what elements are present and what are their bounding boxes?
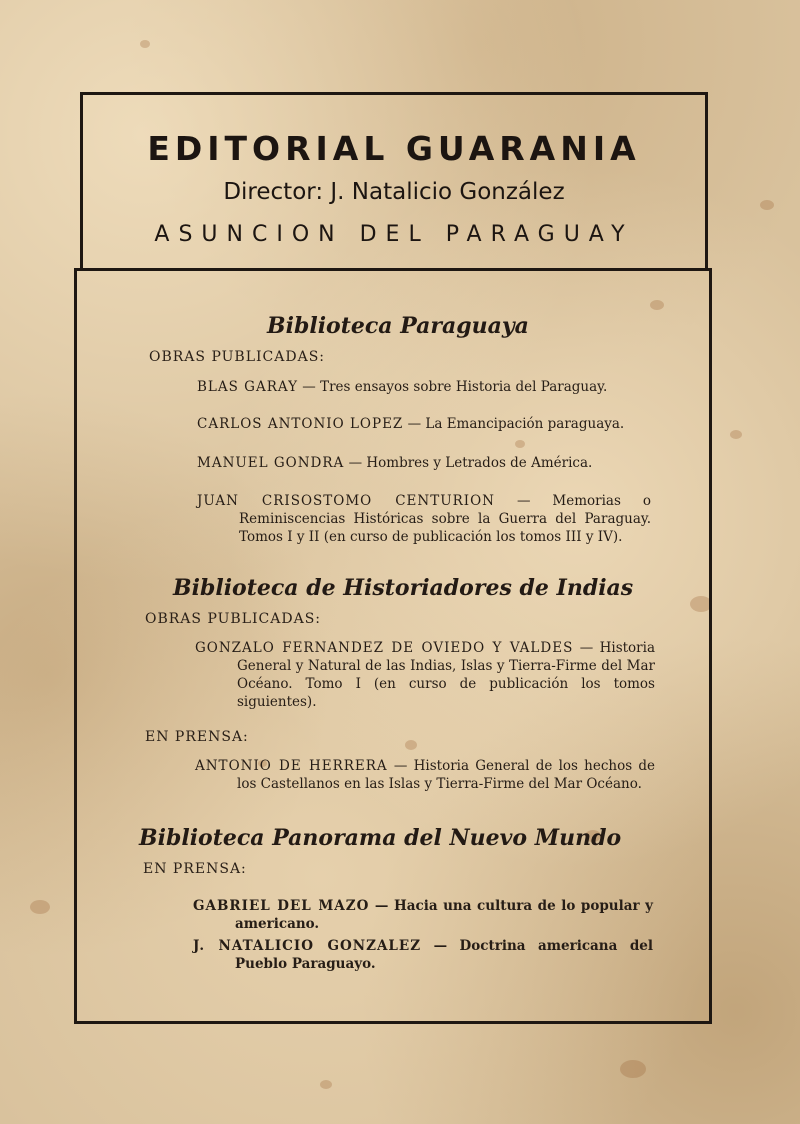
catalog-box <box>74 268 712 1024</box>
series-title: Biblioteca Paraguaya <box>267 313 529 339</box>
city-line: ASUNCION DEL PARAGUAY <box>154 222 634 247</box>
catalog-entry <box>197 415 651 433</box>
entry-author: J. NATALICIO GONZALEZ <box>193 938 422 954</box>
entry-work: — Historia General y Natural de las Indias, Islas y Tierra-Firme del Mar Océano. Tomo I (en curso de publicación los tomos siguientes). <box>237 640 655 710</box>
group-label: EN PRENSA: <box>143 861 247 877</box>
catalog-entry <box>197 378 651 396</box>
entry-work: — Doctrina americana del Pueblo Paraguayo. <box>235 938 654 972</box>
entry-work: — Historia General de los hechos de los Castellanos en las Islas y Tierra-Firme del Mar Océano. <box>237 758 655 792</box>
entry-work: — La Emancipación paraguaya. <box>407 416 625 432</box>
group-label: OBRAS PUBLICADAS: <box>145 611 322 627</box>
entry-work: — Memorias o Reminiscencias Históricas sobre la Guerra del Paraguay. Tomos I y II (en curso de publicación los tomos III y IV). <box>239 493 651 545</box>
entry-work: — Tres ensayos sobre Historia del Paraguay. <box>302 379 608 395</box>
group-label: OBRAS PUBLICADAS: <box>149 349 326 365</box>
catalog-entry <box>193 897 654 933</box>
entry-author: GABRIEL DEL MAZO <box>193 898 370 914</box>
entry-author: GONZALO FERNANDEZ DE OVIEDO Y VALDES <box>195 640 574 656</box>
catalog-entry <box>197 454 651 472</box>
entry-work: — Hombres y Letrados de América. <box>348 455 593 471</box>
director-line: Director: J. Natalicio González <box>223 179 565 205</box>
catalog-entry <box>197 492 651 546</box>
series-title: Biblioteca de Historiadores de Indias <box>173 575 634 601</box>
series-title: Biblioteca Panorama del Nuevo Mundo <box>139 825 622 851</box>
entry-author: BLAS GARAY <box>197 379 298 395</box>
entry-work: — Hacia una cultura de lo popular y americano. <box>235 898 654 932</box>
entry-author: CARLOS ANTONIO LOPEZ <box>197 416 404 432</box>
group-label: EN PRENSA: <box>145 729 249 745</box>
publisher-header <box>80 92 708 268</box>
catalog-entry <box>195 639 655 711</box>
entry-author: MANUEL GONDRA <box>197 455 345 471</box>
catalog-entry <box>195 757 655 793</box>
entry-author: ANTONIO DE HERRERA <box>195 758 388 774</box>
entry-author: JUAN CRISOSTOMO CENTURION <box>197 493 495 509</box>
publisher-name: EDITORIAL GUARANIA <box>147 129 641 168</box>
catalog-entry <box>193 937 654 973</box>
